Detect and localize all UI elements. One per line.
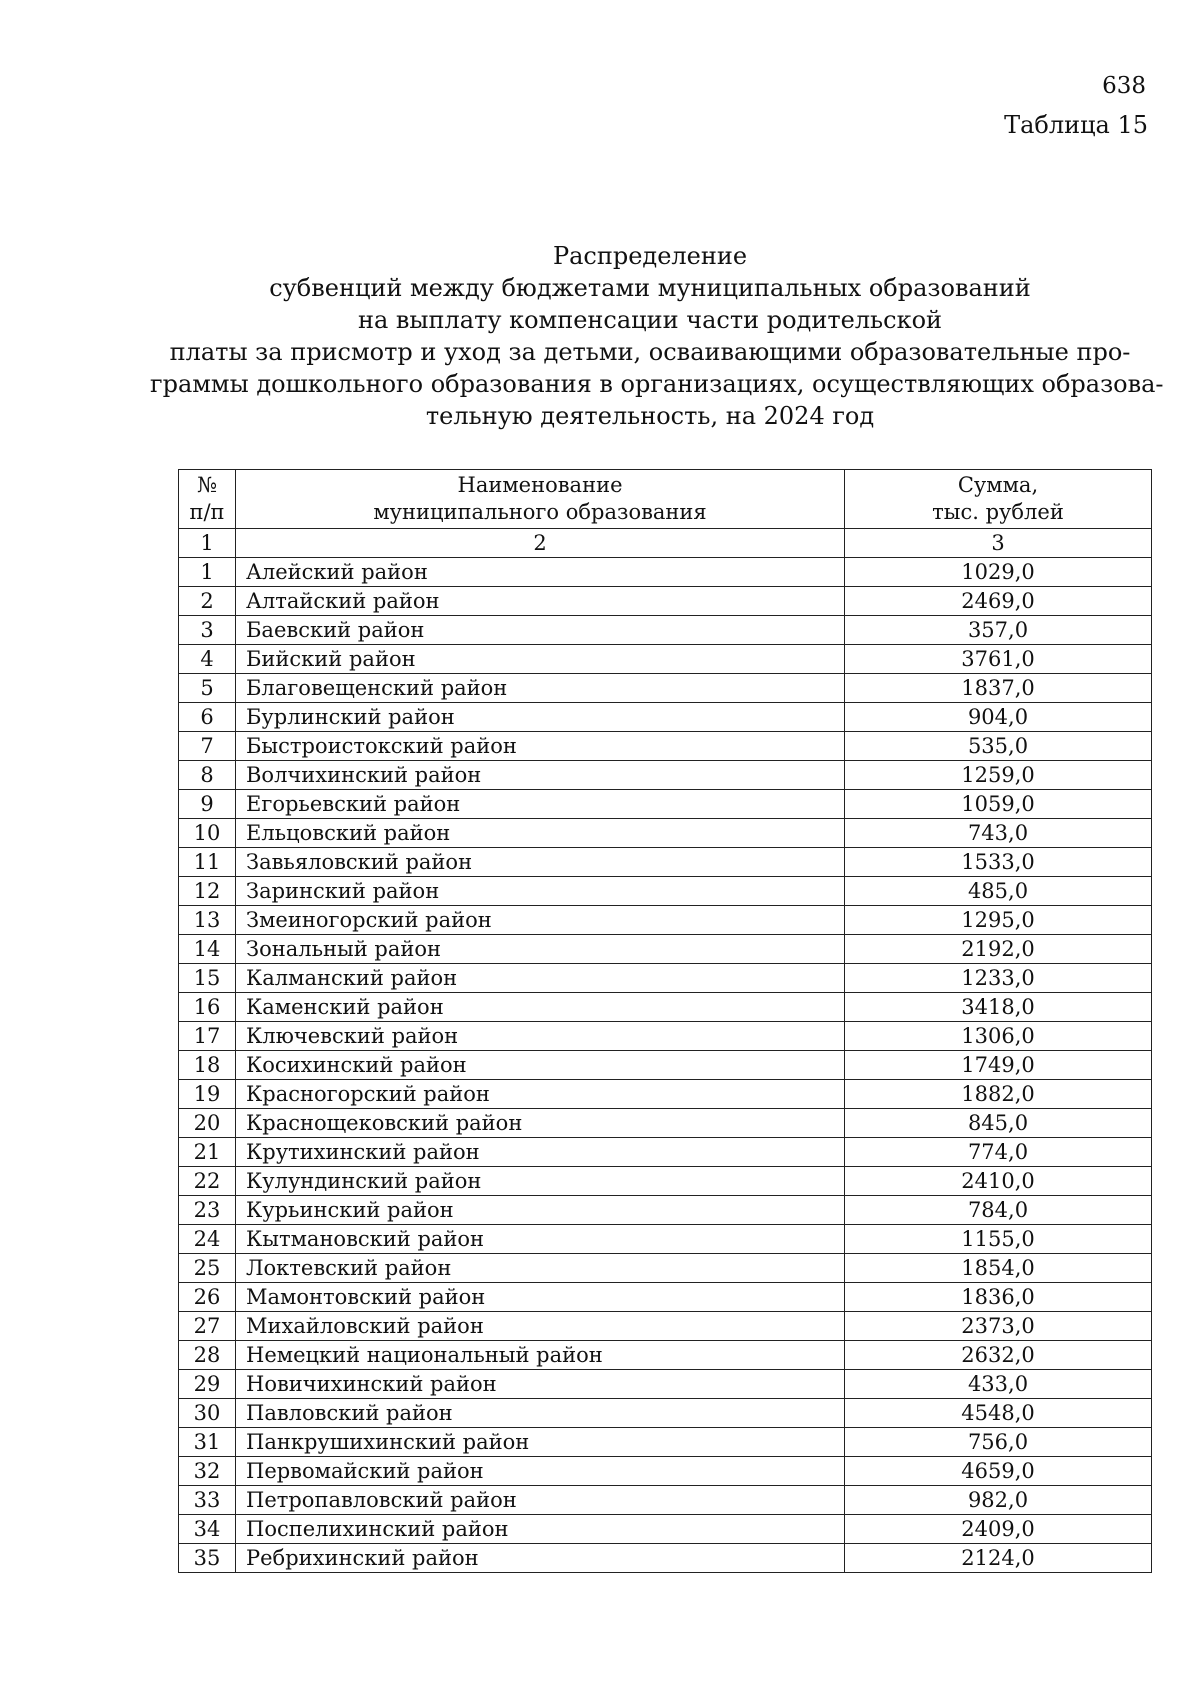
municipality-name: Курьинский район xyxy=(236,1196,845,1225)
municipality-name: Каменский район xyxy=(236,993,845,1022)
subsidy-amount: 1854,0 xyxy=(845,1254,1152,1283)
municipality-name: Красногорский район xyxy=(236,1080,845,1109)
title-line: Распределение xyxy=(552,242,748,270)
subsidy-amount: 2469,0 xyxy=(845,587,1152,616)
municipality-name: Быстроистокский район xyxy=(236,732,845,761)
municipality-name: Кытмановский район xyxy=(236,1225,845,1254)
subsidy-table xyxy=(178,469,1152,1573)
row-number: 14 xyxy=(179,935,236,964)
row-number: 8 xyxy=(179,761,236,790)
subsidy-amount: 2192,0 xyxy=(845,935,1152,964)
subsidy-amount: 535,0 xyxy=(845,732,1152,761)
row-number: 10 xyxy=(179,819,236,848)
municipality-name: Павловский район xyxy=(236,1399,845,1428)
municipality-name: Бурлинский район xyxy=(236,703,845,732)
column-index: 3 xyxy=(845,529,1152,558)
table-row xyxy=(179,935,1152,964)
row-number: 28 xyxy=(179,1341,236,1370)
header-name: Наименование муниципального образования xyxy=(236,470,845,529)
subsidy-amount: 1295,0 xyxy=(845,906,1152,935)
row-number: 9 xyxy=(179,790,236,819)
title-line: субвенций между бюджетами муниципальных образований xyxy=(269,274,1031,302)
column-index: 2 xyxy=(236,529,845,558)
table-row xyxy=(179,1544,1152,1573)
subsidy-amount: 2373,0 xyxy=(845,1312,1152,1341)
table-row xyxy=(179,1051,1152,1080)
row-number: 22 xyxy=(179,1167,236,1196)
subsidy-amount: 774,0 xyxy=(845,1138,1152,1167)
municipality-name: Волчихинский район xyxy=(236,761,845,790)
row-number: 24 xyxy=(179,1225,236,1254)
subsidy-amount: 1836,0 xyxy=(845,1283,1152,1312)
subsidy-amount: 1259,0 xyxy=(845,761,1152,790)
municipality-name: Зональный район xyxy=(236,935,845,964)
municipality-name: Егорьевский район xyxy=(236,790,845,819)
subsidy-amount: 756,0 xyxy=(845,1428,1152,1457)
row-number: 12 xyxy=(179,877,236,906)
row-number: 16 xyxy=(179,993,236,1022)
municipality-name: Поспелихинский район xyxy=(236,1515,845,1544)
title-line: граммы дошкольного образования в организациях, осуществляющих образова- xyxy=(150,370,1164,398)
table-row xyxy=(179,1254,1152,1283)
table-row xyxy=(179,1225,1152,1254)
municipality-name: Ребрихинский район xyxy=(236,1544,845,1573)
row-number: 7 xyxy=(179,732,236,761)
table-row xyxy=(179,558,1152,587)
document-title xyxy=(150,240,1164,432)
header-num: № п/п xyxy=(179,470,236,529)
municipality-name: Калманский район xyxy=(236,964,845,993)
table-row xyxy=(179,1399,1152,1428)
municipality-name: Ключевский район xyxy=(236,1022,845,1051)
subsidy-amount: 2124,0 xyxy=(845,1544,1152,1573)
table-row xyxy=(179,1080,1152,1109)
row-number: 11 xyxy=(179,848,236,877)
row-number: 32 xyxy=(179,1457,236,1486)
row-number: 5 xyxy=(179,674,236,703)
municipality-name: Немецкий национальный район xyxy=(236,1341,845,1370)
header-sum: Сумма, тыс. рублей xyxy=(845,470,1152,529)
municipality-name: Косихинский район xyxy=(236,1051,845,1080)
municipality-name: Заринский район xyxy=(236,877,845,906)
table-row xyxy=(179,819,1152,848)
subsidy-amount: 2632,0 xyxy=(845,1341,1152,1370)
subsidy-amount: 2410,0 xyxy=(845,1167,1152,1196)
table-row xyxy=(179,1428,1152,1457)
subsidy-amount: 904,0 xyxy=(845,703,1152,732)
municipality-name: Михайловский район xyxy=(236,1312,845,1341)
subsidy-amount: 4548,0 xyxy=(845,1399,1152,1428)
table-row xyxy=(179,616,1152,645)
subsidy-amount: 1233,0 xyxy=(845,964,1152,993)
municipality-name: Бийский район xyxy=(236,645,845,674)
table-row xyxy=(179,703,1152,732)
table-row xyxy=(179,1196,1152,1225)
subsidy-amount: 485,0 xyxy=(845,877,1152,906)
table-row xyxy=(179,645,1152,674)
municipality-name: Алейский район xyxy=(236,558,845,587)
table-row xyxy=(179,964,1152,993)
table-label: Таблица 15 xyxy=(1004,111,1148,139)
municipality-name: Благовещенский район xyxy=(236,674,845,703)
table-row xyxy=(179,761,1152,790)
column-index-row xyxy=(179,529,1152,558)
row-number: 17 xyxy=(179,1022,236,1051)
row-number: 15 xyxy=(179,964,236,993)
subsidy-amount: 433,0 xyxy=(845,1370,1152,1399)
title-line: платы за присмотр и уход за детьми, осваивающими образовательные про- xyxy=(169,338,1131,366)
subsidy-amount: 1059,0 xyxy=(845,790,1152,819)
municipality-name: Новичихинский район xyxy=(236,1370,845,1399)
municipality-name: Ельцовский район xyxy=(236,819,845,848)
subsidy-amount: 1882,0 xyxy=(845,1080,1152,1109)
municipality-name: Кулундинский район xyxy=(236,1167,845,1196)
row-number: 23 xyxy=(179,1196,236,1225)
table-row xyxy=(179,674,1152,703)
table-header-row xyxy=(179,470,1152,529)
municipality-name: Баевский район xyxy=(236,616,845,645)
table-row xyxy=(179,1457,1152,1486)
row-number: 1 xyxy=(179,558,236,587)
municipality-name: Завьяловский район xyxy=(236,848,845,877)
municipality-name: Змеиногорский район xyxy=(236,906,845,935)
table-row xyxy=(179,1370,1152,1399)
table-row xyxy=(179,1022,1152,1051)
table-row xyxy=(179,1515,1152,1544)
row-number: 2 xyxy=(179,587,236,616)
municipality-name: Локтевский район xyxy=(236,1254,845,1283)
subsidy-amount: 1533,0 xyxy=(845,848,1152,877)
subsidy-amount: 3418,0 xyxy=(845,993,1152,1022)
subsidy-amount: 4659,0 xyxy=(845,1457,1152,1486)
subsidy-amount: 357,0 xyxy=(845,616,1152,645)
table-row xyxy=(179,993,1152,1022)
table-row xyxy=(179,732,1152,761)
row-number: 3 xyxy=(179,616,236,645)
table-row xyxy=(179,1138,1152,1167)
row-number: 34 xyxy=(179,1515,236,1544)
row-number: 31 xyxy=(179,1428,236,1457)
municipality-name: Петропавловский район xyxy=(236,1486,845,1515)
subsidy-amount: 845,0 xyxy=(845,1109,1152,1138)
table-row xyxy=(179,790,1152,819)
subsidy-amount: 1306,0 xyxy=(845,1022,1152,1051)
municipality-name: Панкрушихинский район xyxy=(236,1428,845,1457)
subsidy-amount: 743,0 xyxy=(845,819,1152,848)
row-number: 19 xyxy=(179,1080,236,1109)
subsidy-amount: 3761,0 xyxy=(845,645,1152,674)
subsidy-amount: 1029,0 xyxy=(845,558,1152,587)
row-number: 20 xyxy=(179,1109,236,1138)
column-index: 1 xyxy=(179,529,236,558)
row-number: 30 xyxy=(179,1399,236,1428)
table-row xyxy=(179,1312,1152,1341)
table-row xyxy=(179,1109,1152,1138)
municipality-name: Мамонтовский район xyxy=(236,1283,845,1312)
table-row xyxy=(179,587,1152,616)
table-row xyxy=(179,1486,1152,1515)
municipality-name: Первомайский район xyxy=(236,1457,845,1486)
municipality-name: Краснощековский район xyxy=(236,1109,845,1138)
row-number: 13 xyxy=(179,906,236,935)
subsidy-amount: 1749,0 xyxy=(845,1051,1152,1080)
row-number: 33 xyxy=(179,1486,236,1515)
table-row xyxy=(179,906,1152,935)
municipality-name: Крутихинский район xyxy=(236,1138,845,1167)
table-row xyxy=(179,877,1152,906)
row-number: 18 xyxy=(179,1051,236,1080)
subsidy-amount: 784,0 xyxy=(845,1196,1152,1225)
row-number: 21 xyxy=(179,1138,236,1167)
table-row xyxy=(179,848,1152,877)
title-line: на выплату компенсации части родительской xyxy=(357,306,943,334)
subsidy-amount: 1837,0 xyxy=(845,674,1152,703)
row-number: 27 xyxy=(179,1312,236,1341)
row-number: 6 xyxy=(179,703,236,732)
row-number: 29 xyxy=(179,1370,236,1399)
municipality-name: Алтайский район xyxy=(236,587,845,616)
title-line: тельную деятельность, на 2024 год xyxy=(425,402,875,430)
row-number: 35 xyxy=(179,1544,236,1573)
row-number: 26 xyxy=(179,1283,236,1312)
subsidy-amount: 2409,0 xyxy=(845,1515,1152,1544)
row-number: 4 xyxy=(179,645,236,674)
table-row xyxy=(179,1283,1152,1312)
table-row xyxy=(179,1167,1152,1196)
page-number: 638 xyxy=(1102,73,1146,99)
row-number: 25 xyxy=(179,1254,236,1283)
subsidy-amount: 1155,0 xyxy=(845,1225,1152,1254)
table-row xyxy=(179,1341,1152,1370)
subsidy-amount: 982,0 xyxy=(845,1486,1152,1515)
